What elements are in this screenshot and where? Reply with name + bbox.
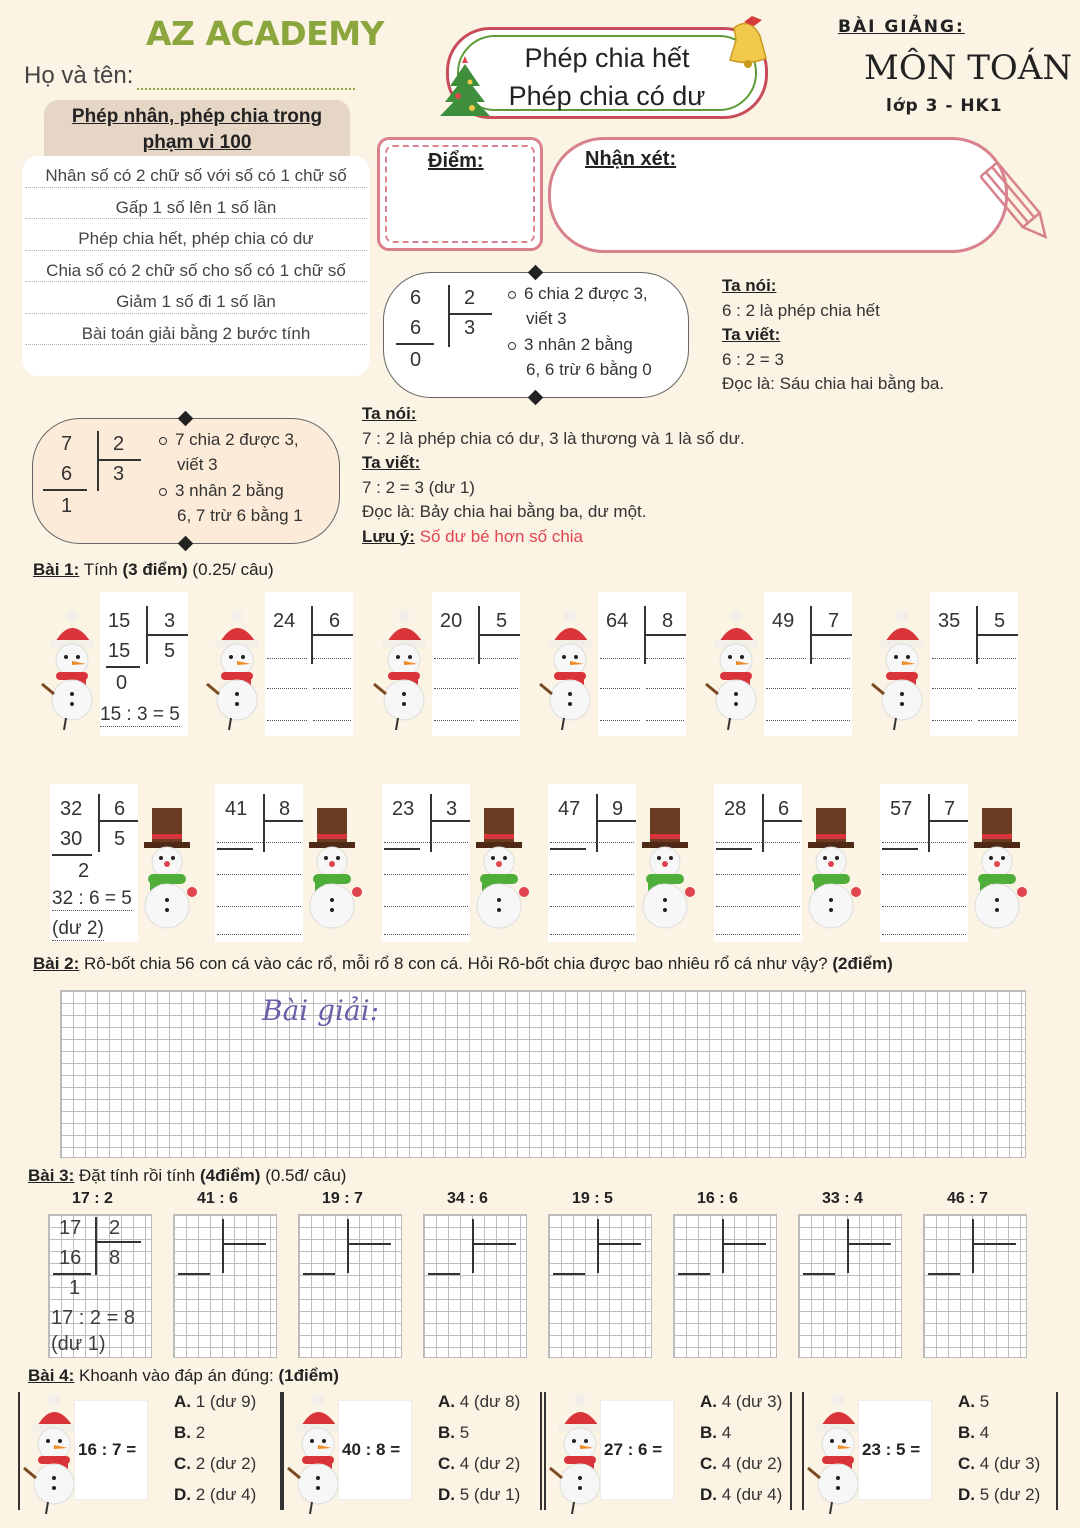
divisor: 6 (114, 798, 126, 820)
remainder: 0 (116, 672, 128, 694)
note-remainder-division (362, 402, 745, 549)
bai1-exercise[interactable] (598, 592, 686, 736)
name-label: Họ và tên: (24, 62, 134, 89)
brand-logo: AZ ACADEMY (146, 14, 384, 53)
answer-option[interactable]: B. 5 (438, 1423, 470, 1442)
bai4-question: 23 : 5 = (862, 1440, 921, 1459)
answer-option[interactable]: C. 2 (dư 2) (174, 1454, 257, 1473)
snowman-icon (870, 610, 934, 735)
divisor: 5 (994, 610, 1006, 632)
bai4-options (174, 1386, 256, 1510)
snowman-icon (704, 610, 768, 735)
divisor: 7 (944, 798, 956, 820)
snowman-icon (40, 610, 104, 735)
bai1-heading: Bài 1: Tính (3 điểm) (0.25/ câu) (33, 560, 274, 579)
bai3-problem-label: 33 : 4 (822, 1190, 863, 1207)
answer-option[interactable]: D. 5 (dư 1) (438, 1485, 521, 1504)
bai1-exercise[interactable] (432, 592, 520, 736)
answer-option[interactable]: A. 4 (dư 8) (438, 1392, 521, 1411)
snowman-top-hat-icon (468, 806, 532, 941)
bai2-heading: Bài 2: Rô-bốt chia 56 con cá vào các rổ, mỗi rổ 8 con cá. Hỏi Rô-bốt chia được bao nhiêu rổ cá như vậy? (2điểm) (33, 954, 893, 973)
dividend: 32 (60, 798, 83, 820)
bai3-problem-label: 34 : 6 (447, 1190, 488, 1207)
note2-write-label: Ta viết: (362, 453, 421, 472)
ex2-remainder: 1 (61, 495, 73, 517)
name-field[interactable] (137, 70, 355, 90)
title-line-1: Phép chia hết (524, 43, 690, 73)
dividend: 24 (273, 610, 296, 632)
snowman-top-hat-icon (800, 806, 864, 941)
score-box[interactable] (377, 137, 543, 251)
answer-option[interactable]: B. 4 (700, 1423, 732, 1442)
lesson-title (457, 35, 757, 111)
divisor: 7 (828, 610, 840, 632)
answer-option[interactable]: A. 1 (dư 9) (174, 1392, 257, 1411)
ex1-product: 6 (410, 317, 422, 339)
answer-option[interactable]: D. 4 (dư 4) (700, 1485, 783, 1504)
ex1-step-2: 3 nhân 2 bằng 6, 6 trừ 6 bằng 0 (508, 332, 652, 382)
dividend: 41 (225, 798, 248, 820)
score-label: Điểm: (428, 150, 484, 172)
toc-item: Bài toán giải bằng 2 bước tính (25, 314, 367, 346)
dividend: 35 (938, 610, 961, 632)
bai4-heading: Bài 4: Khoanh vào đáp án đúng: (1điểm) (28, 1366, 339, 1385)
bai1-exercise[interactable] (714, 784, 802, 942)
example-exact-division (383, 272, 689, 398)
bai4-options (958, 1386, 1040, 1510)
ex2-step-2: 3 nhân 2 bằng 6, 7 trừ 6 bằng 1 (159, 478, 303, 528)
bai3-problem-label: 19 : 5 (572, 1190, 613, 1207)
note1-read: Đọc là: Sáu chia hai bằng ba. (722, 374, 945, 393)
divisor: 3 (446, 798, 458, 820)
bai3-work-grid[interactable] (423, 1214, 527, 1358)
bai3-heading: Bài 3: Đặt tính rồi tính (4điểm) (0.5đ/ câu) (28, 1166, 347, 1185)
bai2-solution-label: Bài giải: (262, 994, 380, 1027)
product: 15 (108, 640, 131, 662)
student-name-row (24, 62, 355, 90)
snowman-top-hat-icon (634, 806, 698, 941)
toc-item: Gấp 1 số lên 1 số lần (25, 188, 367, 220)
bai4-question: 27 : 6 = (604, 1440, 663, 1459)
bai3-work-grid[interactable] (798, 1214, 902, 1358)
bai1-exercise[interactable] (548, 784, 636, 942)
snowman-icon (205, 610, 269, 735)
dividend: 47 (558, 798, 581, 820)
pencil-icon (975, 152, 1067, 248)
note2-read: Đọc là: Bảy chia hai bằng ba, dư một. (362, 502, 647, 521)
bai1-exercise[interactable] (100, 592, 188, 736)
subject-title: MÔN TOÁN (864, 48, 1073, 88)
note2-note: Số dư bé hơn số chia (419, 526, 584, 546)
ex1-remainder: 0 (410, 349, 422, 371)
divisor: 8 (279, 798, 291, 820)
divisor: 6 (778, 798, 790, 820)
bai1-exercise[interactable] (764, 592, 852, 736)
bai4-options (438, 1386, 520, 1510)
toc-item: Chia số có 2 chữ số cho số có 1 chữ số (25, 251, 367, 283)
note2-note-label: Lưu ý: (362, 526, 415, 546)
example-remainder-division (32, 418, 340, 544)
product: 30 (60, 828, 83, 850)
dividend: 17 (59, 1217, 82, 1239)
bai3-work-grid[interactable] (298, 1214, 402, 1358)
answer-option[interactable]: A. 4 (dư 3) (700, 1392, 783, 1411)
ex1-quotient: 3 (464, 317, 476, 339)
snowman-top-hat-icon (966, 806, 1030, 941)
product: 16 (59, 1247, 82, 1269)
answer-option[interactable]: B. 2 (174, 1423, 206, 1442)
divisor: 2 (109, 1217, 121, 1239)
dividend: 28 (724, 798, 747, 820)
bai4-question: 16 : 7 = (78, 1440, 137, 1459)
ex1-dividend: 6 (410, 287, 422, 309)
dividend: 20 (440, 610, 463, 632)
title-line-2: Phép chia có dư (508, 81, 706, 111)
ex2-dividend: 7 (61, 433, 73, 455)
grade-label: lớp 3 - HK1 (886, 96, 1003, 116)
bai3-work-grid[interactable] (48, 1214, 152, 1358)
result: 15 : 3 = 5 (100, 704, 180, 725)
dividend: 15 (108, 610, 131, 632)
remark-label: Nhận xét: (585, 148, 677, 170)
divisor: 3 (164, 610, 176, 632)
answer-option[interactable]: D. 5 (dư 2) (958, 1485, 1041, 1504)
answer-option[interactable]: C. 4 (dư 2) (438, 1454, 521, 1473)
quotient: 5 (114, 828, 126, 850)
result: 32 : 6 = 5 (52, 888, 132, 909)
divisor: 8 (662, 610, 674, 632)
bai3-problem-label: 46 : 7 (947, 1190, 988, 1207)
ex2-divisor: 2 (113, 433, 125, 455)
toc-item: Nhân số có 2 chữ số với số có 1 chữ số (25, 156, 367, 188)
toc-item: Giảm 1 số đi 1 số lần (25, 282, 367, 314)
divisor: 5 (496, 610, 508, 632)
snowman-top-hat-icon (301, 806, 365, 941)
answer-option[interactable]: C. 4 (dư 3) (958, 1454, 1041, 1473)
bai3-work-grid[interactable] (173, 1214, 277, 1358)
remainder: 2 (78, 860, 90, 882)
note1-write: 6 : 2 = 3 (722, 349, 784, 369)
quotient: 5 (164, 640, 176, 662)
ex1-step-1: 6 chia 2 được 3, viết 3 (508, 281, 648, 331)
note1-say: 6 : 2 là phép chia hết (722, 300, 880, 320)
note-exact-division (722, 274, 944, 397)
bai1-exercise[interactable] (880, 784, 968, 942)
bai1-exercise[interactable] (215, 784, 303, 942)
ex2-quotient: 3 (113, 463, 125, 485)
snowman-icon (372, 610, 436, 735)
bai3-problem-label: 19 : 7 (322, 1190, 363, 1207)
bai3-problem-label: 17 : 2 (72, 1190, 113, 1207)
ex2-step-1: 7 chia 2 được 3, viết 3 (159, 427, 299, 477)
bai1-exercise[interactable] (265, 592, 353, 736)
bai4-question: 40 : 8 = (342, 1440, 401, 1459)
answer-option[interactable]: D. 2 (dư 4) (174, 1485, 257, 1504)
quotient: 8 (109, 1247, 121, 1269)
answer-option[interactable]: B. 4 (958, 1423, 990, 1442)
note2-write: 7 : 2 = 3 (dư 1) (362, 477, 475, 497)
bai3-problem-label: 41 : 6 (197, 1190, 238, 1207)
bai4-options (700, 1386, 782, 1510)
bell-icon (720, 14, 770, 70)
dividend: 57 (890, 798, 913, 820)
dividend: 23 (392, 798, 415, 820)
note1-write-label: Ta viết: (722, 325, 781, 344)
remark-box[interactable] (548, 137, 1008, 253)
bai3-work-grid[interactable] (548, 1214, 652, 1358)
divisor: 6 (329, 610, 341, 632)
divisor: 9 (612, 798, 624, 820)
dividend: 64 (606, 610, 629, 632)
snowman-icon (538, 610, 602, 735)
ex1-divisor: 2 (464, 287, 476, 309)
snowman-top-hat-icon (136, 806, 200, 941)
answer-option[interactable]: C. 4 (dư 2) (700, 1454, 783, 1473)
answer-option[interactable]: A. 5 (958, 1392, 990, 1411)
lecture-label: BÀI GIẢNG: (838, 17, 965, 37)
bai3-work-grid[interactable] (923, 1214, 1027, 1358)
toc-item: Phép chia hết, phép chia có dư (25, 219, 367, 251)
bai3-work-grid[interactable] (673, 1214, 777, 1358)
result-remainder: (dư 2) (52, 918, 104, 939)
bai2-answer-grid[interactable] (60, 990, 1026, 1158)
ex2-product: 6 (61, 463, 73, 485)
toc-title: Phép nhân, phép chia trong phạm vi 100 (44, 100, 350, 160)
bai1-exercise[interactable] (50, 784, 138, 942)
bai1-exercise[interactable] (382, 784, 470, 942)
note2-say: 7 : 2 là phép chia có dư, 3 là thương và 1 là số dư. (362, 428, 745, 448)
bai3-problem-label: 16 : 6 (697, 1190, 738, 1207)
bai1-exercise[interactable] (930, 592, 1018, 736)
christmas-tree-icon (440, 56, 490, 122)
toc-list (22, 156, 370, 376)
note2-say-label: Ta nói: (362, 404, 417, 423)
result-remainder: (dư 1) (51, 1333, 106, 1355)
result: 17 : 2 = 8 (51, 1307, 135, 1329)
remainder: 1 (69, 1277, 81, 1299)
note1-say-label: Ta nói: (722, 276, 777, 295)
dividend: 49 (772, 610, 795, 632)
